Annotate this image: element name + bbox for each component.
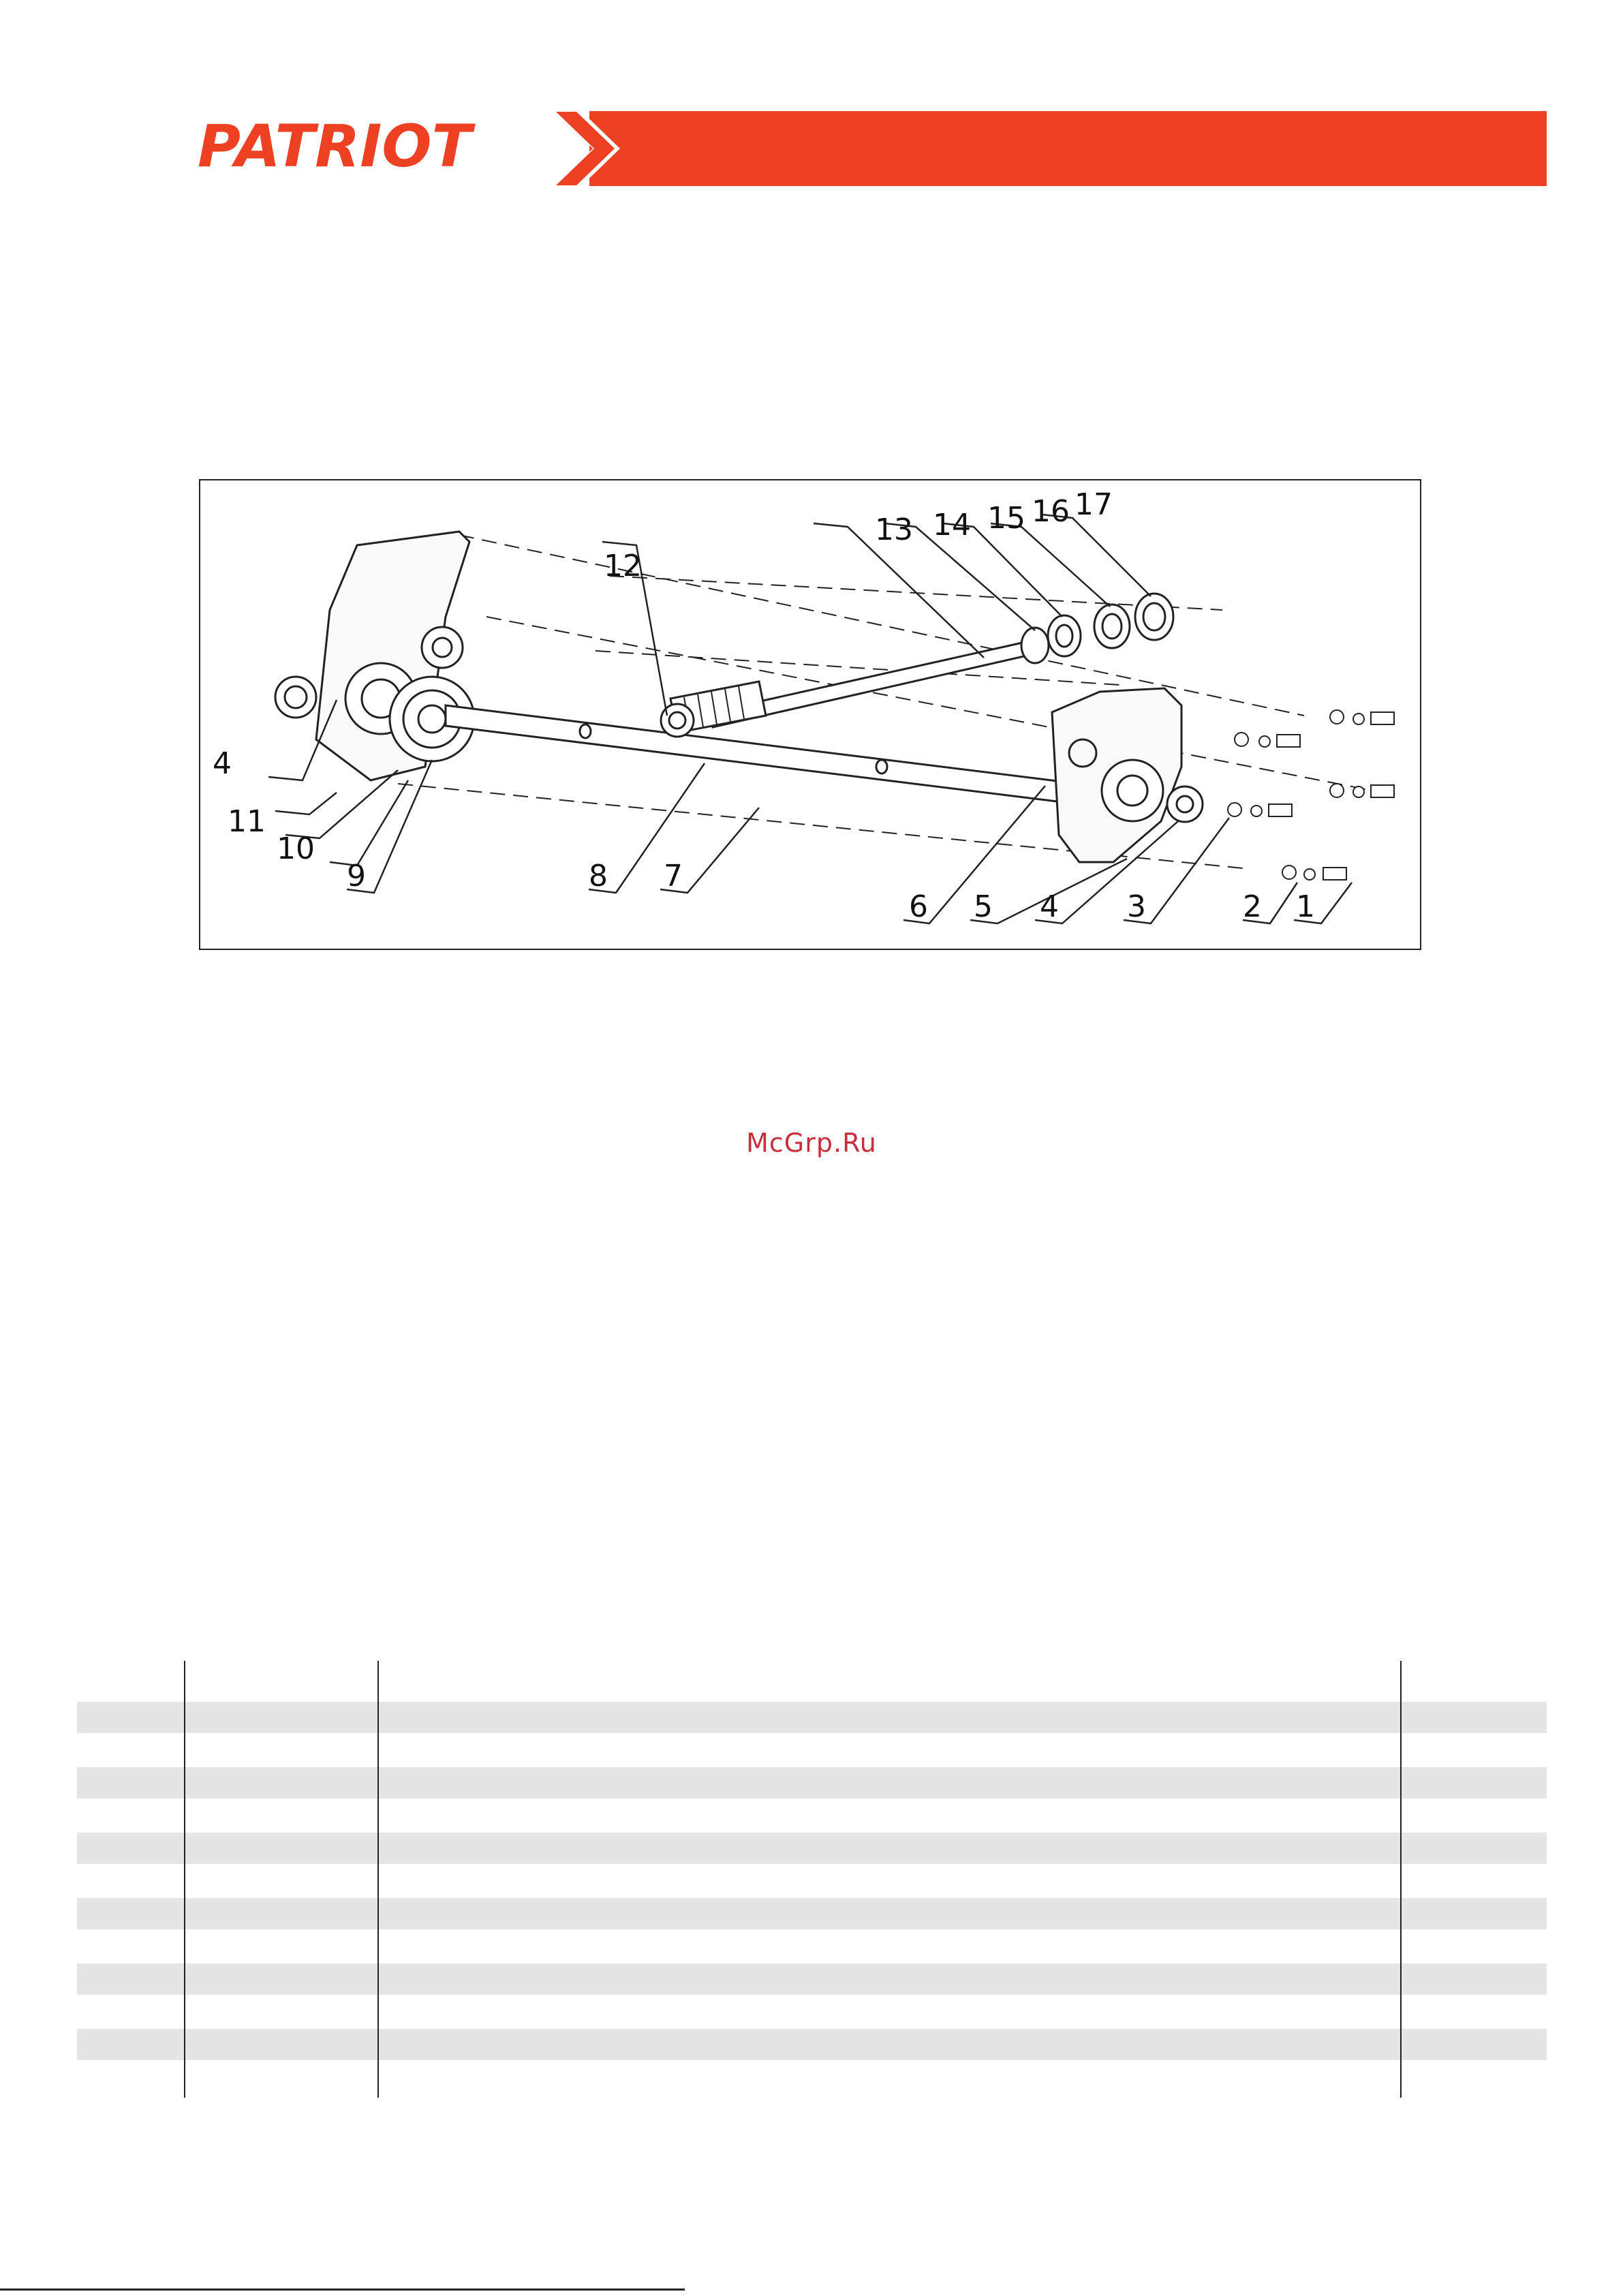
callout-8: 8 bbox=[589, 859, 608, 893]
callout-7: 7 bbox=[664, 859, 683, 893]
callout-11: 11 bbox=[228, 804, 266, 839]
table-row bbox=[77, 1833, 1547, 1864]
table-row bbox=[77, 2029, 1547, 2060]
callout-5: 5 bbox=[974, 889, 993, 924]
table-row bbox=[77, 1734, 1547, 1766]
callout-15: 15 bbox=[987, 501, 1025, 536]
callout-16: 16 bbox=[1032, 494, 1070, 529]
table-row bbox=[77, 1996, 1547, 2027]
callout-13: 13 bbox=[875, 512, 913, 547]
footer-rule bbox=[0, 2289, 685, 2291]
callout-2: 2 bbox=[1243, 889, 1262, 924]
callout-10: 10 bbox=[277, 831, 315, 866]
callout-3: 3 bbox=[1127, 889, 1146, 924]
callout-17: 17 bbox=[1075, 487, 1113, 522]
callout-4-left: 4 bbox=[213, 746, 232, 781]
chevron-icon bbox=[552, 109, 627, 188]
table-row bbox=[77, 1800, 1547, 1831]
table-row bbox=[77, 1767, 1547, 1798]
callout-9: 9 bbox=[347, 859, 366, 893]
callout-14: 14 bbox=[933, 508, 971, 542]
table-column-divider bbox=[1400, 1661, 1402, 2098]
table-column-divider bbox=[184, 1661, 185, 2098]
brand-name: PATRIOT bbox=[198, 117, 472, 179]
watermark: McGrp.Ru bbox=[746, 1128, 877, 1158]
table-row bbox=[77, 1898, 1547, 1929]
callout-4-right: 4 bbox=[1040, 889, 1059, 924]
table-row bbox=[77, 1963, 1547, 1995]
table-row bbox=[77, 1931, 1547, 1962]
parts-table bbox=[77, 1661, 1547, 2098]
table-row bbox=[77, 1702, 1547, 1733]
table-row bbox=[77, 2062, 1547, 2093]
exploded-parts-diagram bbox=[199, 479, 1421, 950]
header-accent-bar bbox=[589, 111, 1547, 186]
patriot-logo bbox=[198, 117, 504, 179]
callout-6: 6 bbox=[909, 889, 928, 924]
diagram-drawing bbox=[200, 480, 1423, 951]
table-row bbox=[77, 1865, 1547, 1897]
table-column-divider bbox=[377, 1661, 379, 2098]
callout-1: 1 bbox=[1296, 889, 1315, 924]
callout-12: 12 bbox=[604, 549, 642, 583]
